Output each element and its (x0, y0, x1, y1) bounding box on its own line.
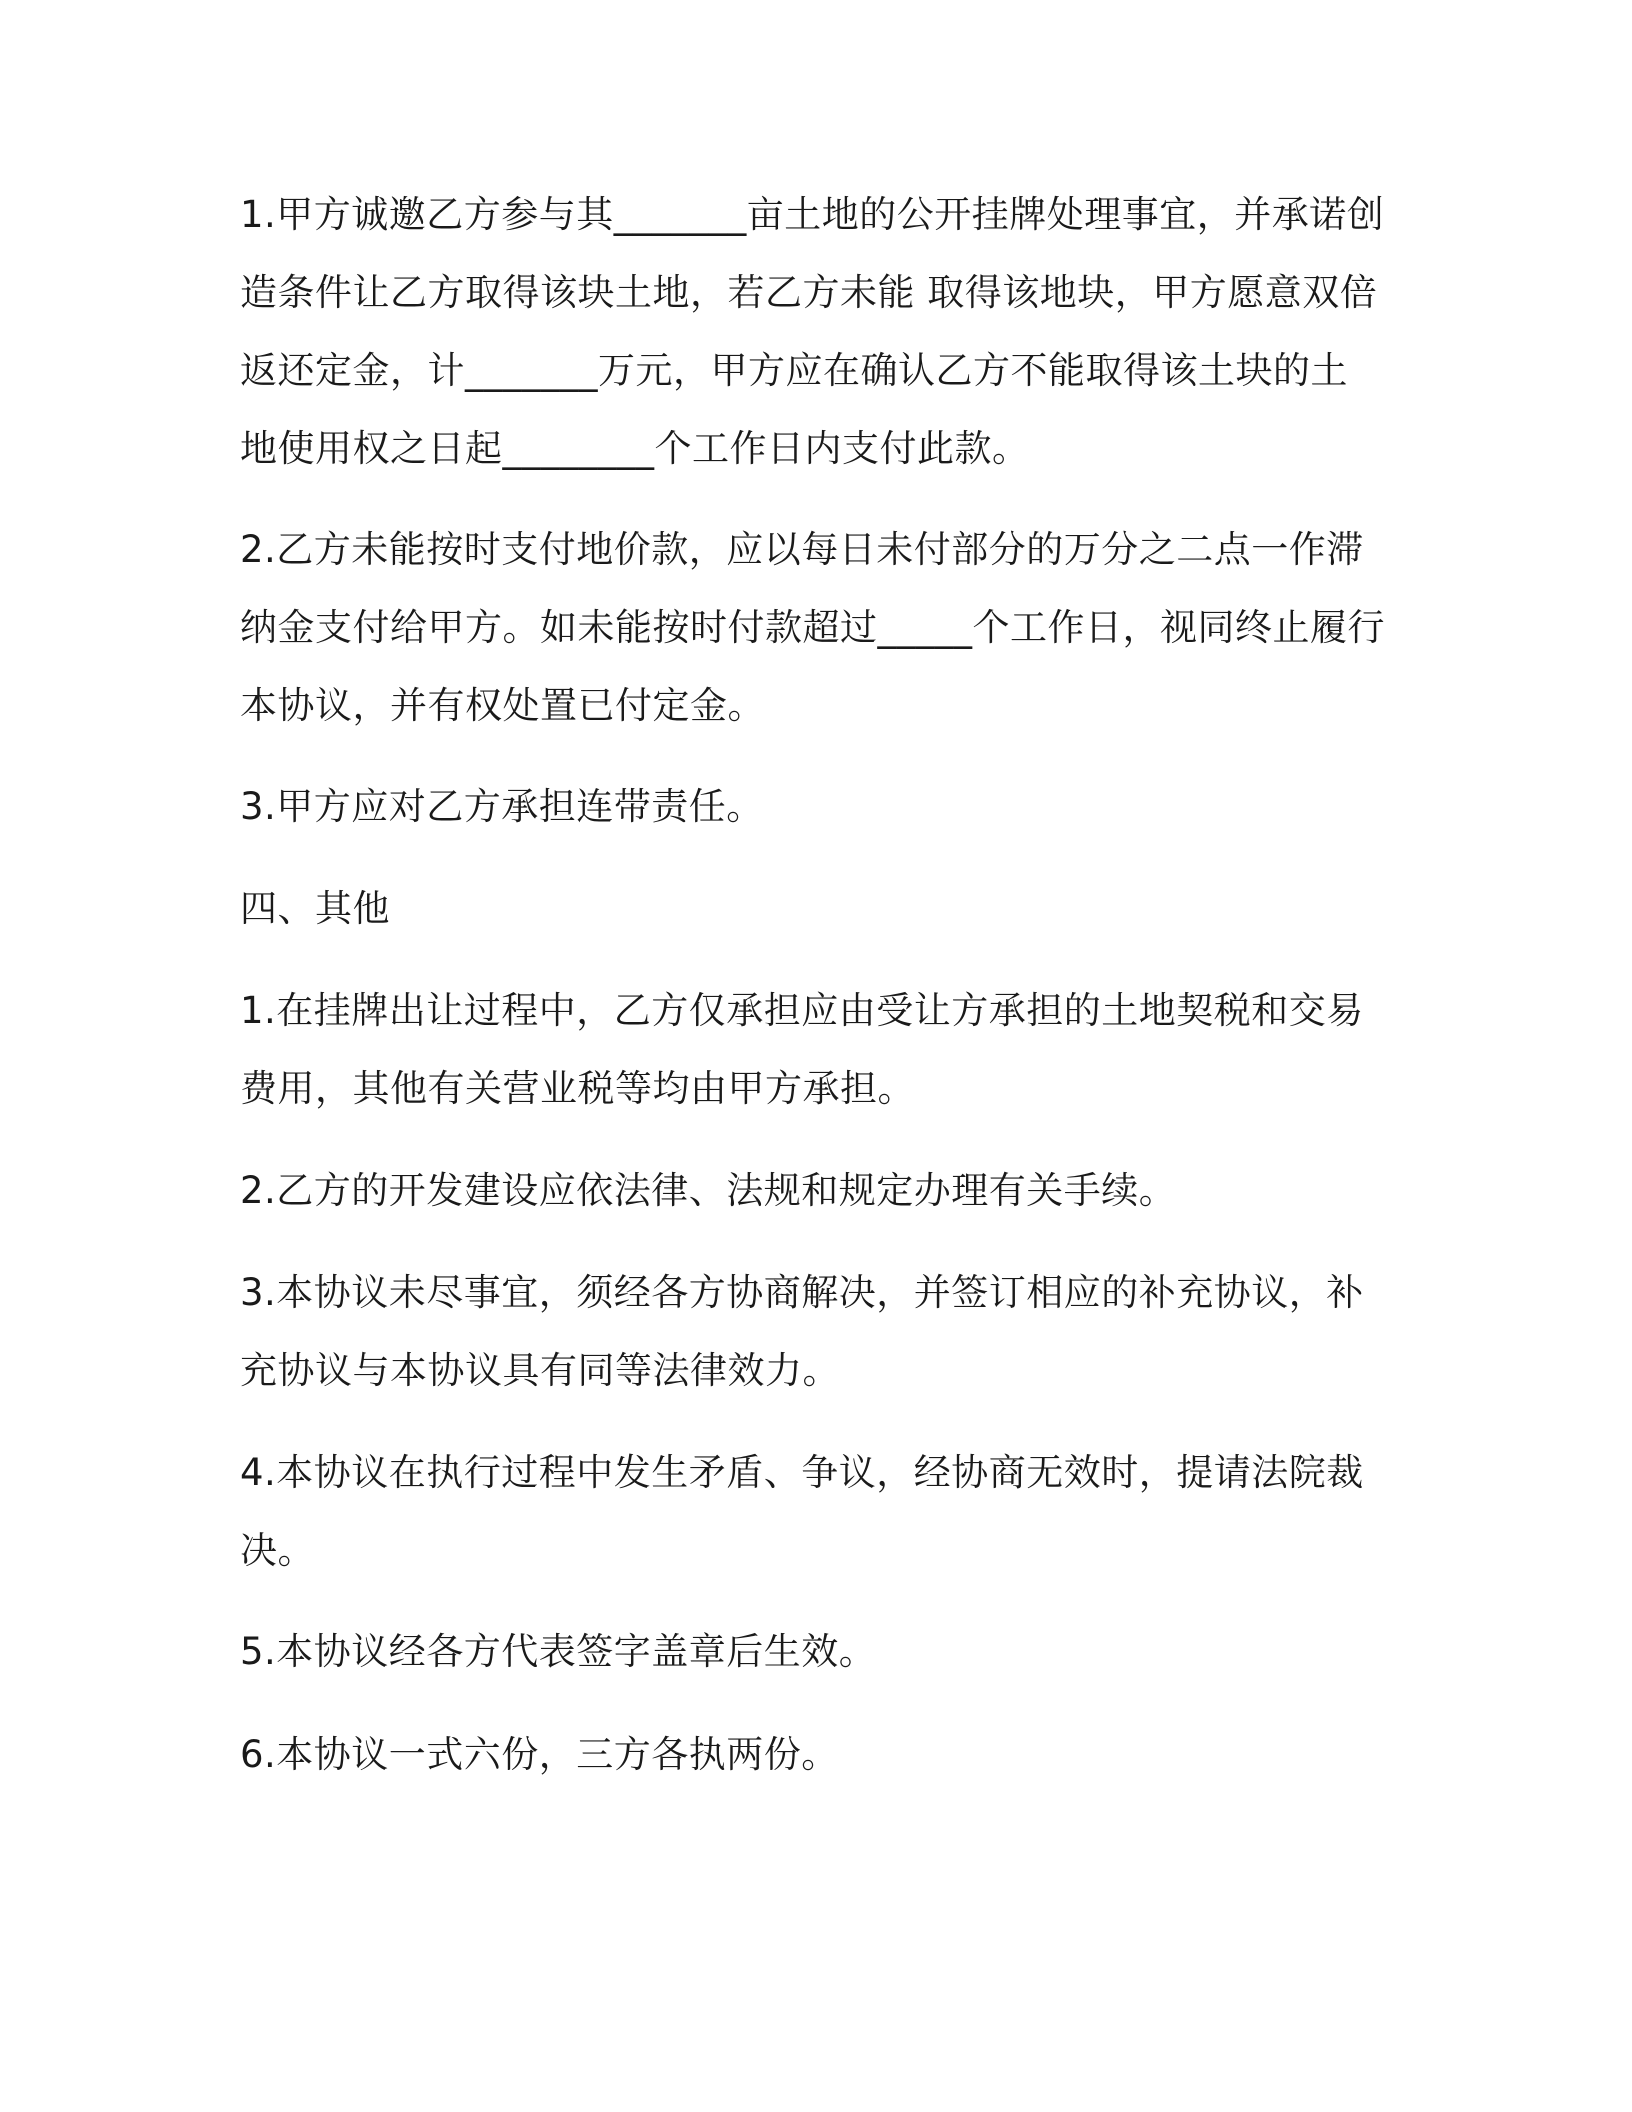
text-line: 6.本协议一式六份，三方各执两份。 (240, 1733, 839, 1776)
text-line: 决。 (240, 1529, 315, 1572)
text-line: 返还定金，计_______万元，甲方应在确认乙方不能取得该土块的土 (240, 349, 1348, 392)
text-line: 2.乙方未能按时支付地价款，应以每日未付部分的万分之二点一作滞 (240, 528, 1364, 571)
text-line: 5.本协议经各方代表签字盖章后生效。 (240, 1630, 877, 1673)
text-line: 4.本协议在执行过程中发生矛盾、争议，经协商无效时，提请法院裁 (240, 1451, 1364, 1494)
text-line: 3.甲方应对乙方承担连带责任。 (240, 785, 764, 828)
text-line: 充协议与本协议具有同等法律效力。 (240, 1349, 840, 1392)
section-heading: 四、其他 (240, 887, 390, 930)
text-line: 费用，其他有关营业税等均由甲方承担。 (240, 1067, 915, 1110)
text-line: 1.甲方诚邀乙方参与其_______亩土地的公开挂牌处理事宜，并承诺创 (240, 193, 1385, 236)
text-line: 2.乙方的开发建设应依法律、法规和规定办理有关手续。 (240, 1169, 1177, 1212)
text-line: 地使用权之日起________个工作日内支付此款。 (240, 427, 1030, 470)
text-line: 造条件让乙方取得该块土地，若乙方未能 取得该地块，甲方愿意双倍 (240, 271, 1378, 314)
text-line: 1.在挂牌出让过程中，乙方仅承担应由受让方承担的土地契税和交易 (240, 989, 1364, 1032)
text-line: 纳金支付给甲方。如未能按时付款超过_____个工作日，视同终止履行 (240, 606, 1385, 649)
text-line: 3.本协议未尽事宜，须经各方协商解决，并签订相应的补充协议，补 (240, 1271, 1364, 1314)
text-line: 本协议，并有权处置已付定金。 (240, 684, 765, 727)
